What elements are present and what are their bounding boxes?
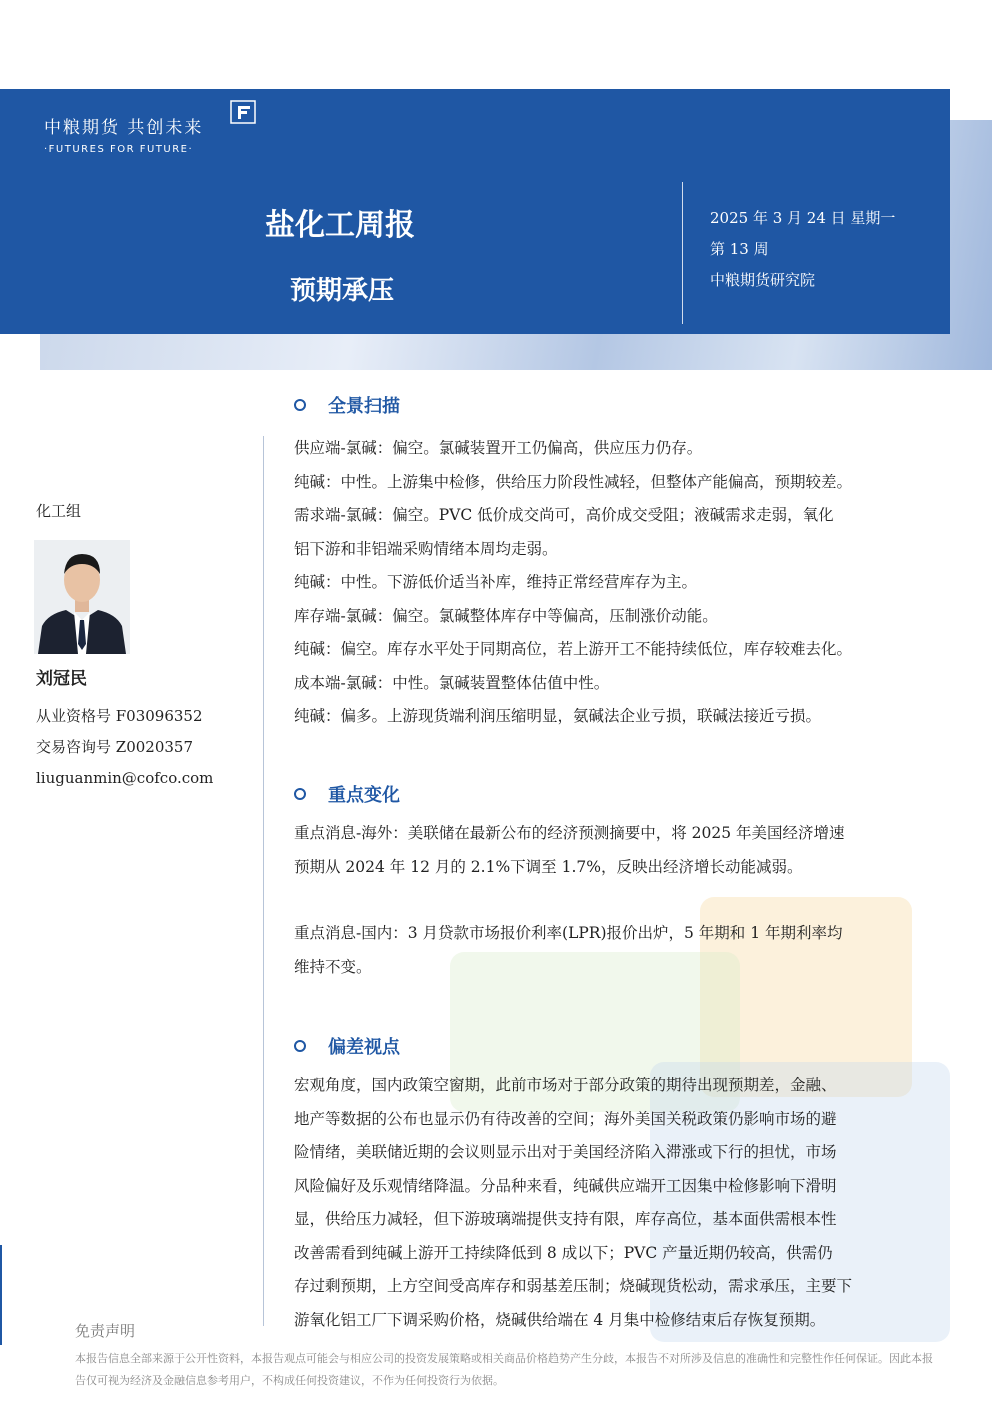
report-institute: 中粮期货研究院 — [710, 271, 816, 289]
left-edge-accent — [0, 1245, 2, 1345]
disclaimer-text: 本报告信息全部来源于公开性资料，本报告观点可能会与相应公司的投资发展策略或相关商品价格趋势产生分歧，本报告不对所涉及信息的准确性和完整性作任何保证。因此本报告仅可视为经济及金融信息参考用户，不构成任何投资建议，不作为任何投资行为依据。 — [75, 1352, 933, 1387]
section-title: 偏差视点 — [328, 1037, 400, 1058]
section-deviation-view — [294, 1031, 934, 1337]
text-line: 存过剩预期，上方空间受高库存和弱基差压制；烧碱现货松动，需求承压，主要下 — [294, 1277, 853, 1295]
text-line: 显，供给压力减轻，但下游玻璃端提供支持有限，库存高位，基本面供需根本性 — [294, 1210, 837, 1228]
section-title: 全景扫描 — [328, 396, 400, 417]
text-line: 纯碱：偏多。上游现货端利润压缩明显，氨碱法企业亏损，联碱法接近亏损。 — [294, 707, 822, 725]
text-line: 需求端-氯碱：偏空。PVC 低价成交尚可，高价成交受阻；液碱需求走弱，氧化 — [294, 506, 834, 524]
section-body — [294, 1069, 934, 1337]
text-line: 库存端-氯碱：偏空。氯碱整体库存中等偏高，压制涨价动能。 — [294, 606, 718, 625]
section-overview — [294, 390, 934, 734]
text-line: 成本端-氯碱：中性。氯碱装置整体估值中性。 — [294, 673, 610, 692]
text-line: 预期从 2024 年 12 月的 2.1%下调至 1.7%，反映出经济增长动能减弱。 — [294, 857, 803, 876]
text-line: 险情绪，美联储近期的会议则显示出对于美国经济陷入滞涨或下行的担忧，市场 — [294, 1143, 837, 1161]
text-line: 地产等数据的公布也显示仍有待改善的空间；海外美国关税政策仍影响市场的避 — [294, 1109, 837, 1128]
author-info — [36, 701, 216, 794]
text-line: 纯碱：中性。下游低价适当补库，维持正常经营库存为主。 — [294, 573, 698, 591]
report-date: 2025 年 3 月 24 日 星期一 — [710, 209, 896, 227]
logo-name: 中粮期货 共创未来 — [44, 118, 204, 138]
disclaimer-title: 免责声明 — [75, 1322, 136, 1340]
section-body — [294, 432, 934, 734]
report-subtitle: 预期承压 — [290, 276, 395, 306]
text-line: 维持不变。 — [294, 957, 372, 976]
text-line: 供应端-氯碱：偏空。氯碱装置开工仍偏高，供应压力仍存。 — [294, 439, 703, 457]
logo-mark-icon — [230, 100, 256, 124]
text-line: 铝下游和非铝端采购情绪本周均走弱。 — [294, 539, 558, 558]
text-line: 改善需看到纯碱上游开工持续降低到 8 成以下；PVC 产量近期仍较高，供需仍 — [294, 1243, 833, 1262]
section-bullet-icon — [294, 1040, 306, 1052]
section-bullet-icon — [294, 788, 306, 800]
domestic-news — [294, 917, 934, 984]
author-name: 刘冠民 — [36, 669, 87, 689]
company-logo — [44, 113, 203, 155]
author-license: 从业资格号 F03096352 — [36, 707, 203, 725]
avatar-photo — [34, 540, 130, 654]
section-bullet-icon — [294, 399, 306, 411]
section-title: 重点变化 — [328, 785, 400, 806]
text-line: 纯碱：中性。上游集中检修，供给压力阶段性减轻，但整体产能偏高，预期较差。 — [294, 472, 853, 491]
report-title: 盐化工周报 — [265, 208, 415, 243]
overseas-news — [294, 817, 934, 884]
author-advisor-number: 交易咨询号 Z0020357 — [36, 738, 193, 756]
author-group: 化工组 — [36, 502, 82, 520]
header-divider — [682, 182, 683, 324]
report-week: 第 13 周 — [710, 240, 769, 258]
sidebar-divider — [263, 436, 264, 1326]
logo-tagline: ·FUTURES FOR FUTURE· — [44, 144, 194, 155]
section-key-changes — [294, 779, 934, 984]
author-avatar — [34, 540, 130, 654]
text-line: 游氧化铝工厂下调采购价格，烧碱供给端在 4 月集中检修结束后存恢复预期。 — [294, 1310, 826, 1329]
text-line: 重点消息-海外：美联储在最新公布的经济预测摘要中，将 2025 年美国经济增速 — [294, 824, 845, 842]
text-line: 宏观角度，国内政策空窗期，此前市场对于部分政策的期待出现预期差，金融、 — [294, 1076, 837, 1094]
text-line: 风险偏好及乐观情绪降温。分品种来看，纯碱供应端开工因集中检修影响下滑明 — [294, 1176, 837, 1195]
author-email[interactable]: liuguanmin@cofco.com — [36, 769, 214, 787]
text-line: 纯碱：偏空。库存水平处于同期高位，若上游开工不能持续低位，库存较难去化。 — [294, 640, 853, 658]
report-meta — [710, 203, 895, 296]
text-line: 重点消息-国内：3 月贷款市场报价利率(LPR)报价出炉，5 年期和 1 年期利率均 — [294, 924, 843, 942]
